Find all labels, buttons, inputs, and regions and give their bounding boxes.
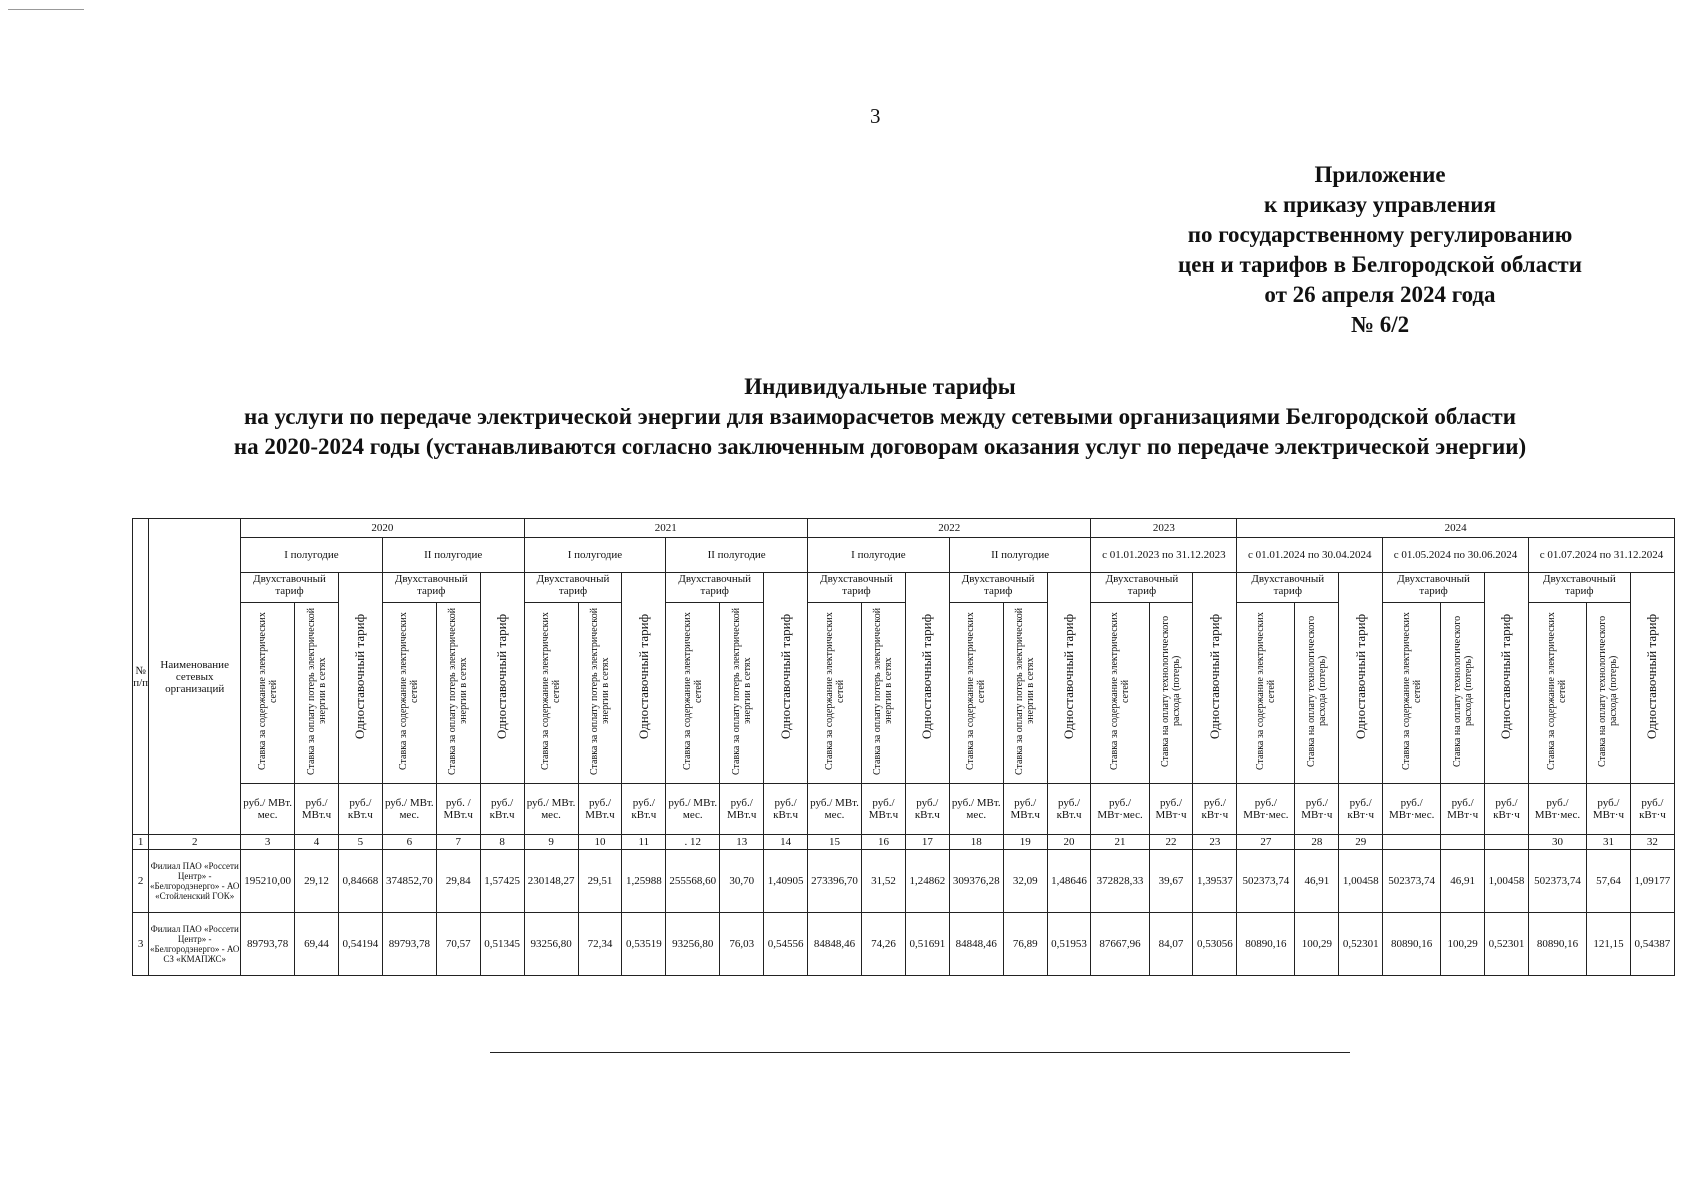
column-number: 6 xyxy=(382,835,436,850)
tariff-value: 84848,46 xyxy=(949,913,1003,976)
single-rate-tariff-header xyxy=(1193,573,1237,784)
rate-label-cell xyxy=(241,602,295,783)
title-line: Индивидуальные тарифы xyxy=(744,374,1016,399)
document-title xyxy=(120,372,1640,462)
unit-cell: руб./ кВт.ч xyxy=(764,784,808,835)
period-header: с 01.07.2024 по 31.12.2024 xyxy=(1528,538,1674,573)
tariff-value: 0,52301 xyxy=(1339,913,1383,976)
two-part-tariff-header: Двухставочный тариф xyxy=(241,573,339,603)
appendix-line: цен и тарифов в Белгородской области xyxy=(1178,252,1582,277)
column-number: 31 xyxy=(1587,835,1631,850)
appendix-line: по государственному регулированию xyxy=(1187,222,1573,247)
rate-label: Ставка за содержание электрических сетей xyxy=(965,612,988,771)
unit-cell: руб./ МВт·мес. xyxy=(1091,784,1149,835)
rate-label: Ставка за содержание электрических сетей xyxy=(256,612,279,771)
tariff-value: 93256,80 xyxy=(666,913,720,976)
tariff-value: 39,67 xyxy=(1149,850,1193,913)
tariff-value: 29,51 xyxy=(578,850,622,913)
single-rate-tariff-label: Одноставочный тариф xyxy=(494,613,510,740)
rate-label: Ставка на оплату технологического расхода (потерь) xyxy=(1160,615,1183,767)
tariff-value: 70,57 xyxy=(436,913,480,976)
column-number: 19 xyxy=(1003,835,1047,850)
tariff-value: 84848,46 xyxy=(808,913,862,976)
appendix-line: к приказу управления xyxy=(1264,192,1496,217)
rate-label: Ставка за оплату потерь электрической энергии в сетях xyxy=(305,607,328,775)
single-rate-tariff-label: Одноставочный тариф xyxy=(777,613,793,740)
column-number: 15 xyxy=(808,835,862,850)
tariff-value: 1,00458 xyxy=(1339,850,1383,913)
tariff-value: 89793,78 xyxy=(241,913,295,976)
rate-label-cell xyxy=(1528,602,1586,783)
tariff-value: 46,91 xyxy=(1295,850,1339,913)
unit-cell: руб./ МВт. мес. xyxy=(666,784,720,835)
column-number: 9 xyxy=(524,835,578,850)
page-number: 3 xyxy=(870,104,881,128)
unit-cell: руб./ МВт.ч xyxy=(720,784,764,835)
tariff-value: 372828,33 xyxy=(1091,850,1149,913)
two-part-tariff-header: Двухставочный тариф xyxy=(1528,573,1630,603)
single-rate-tariff-label: Одноставочный тариф xyxy=(1498,613,1514,740)
tariff-value: 80890,16 xyxy=(1237,913,1295,976)
rate-label-cell xyxy=(1091,602,1149,783)
unit-cell: руб./ МВт. мес. xyxy=(949,784,1003,835)
column-number: 13 xyxy=(720,835,764,850)
tariff-value: 1,00458 xyxy=(1485,850,1529,913)
unit-cell: руб./ МВт·ч xyxy=(1149,784,1193,835)
tariff-value: 1,40905 xyxy=(764,850,808,913)
year-header: 2021 xyxy=(524,519,807,538)
tariff-value: 0,84668 xyxy=(338,850,382,913)
rate-label: Ставка за содержание электрических сетей xyxy=(681,612,704,771)
column-number: 10 xyxy=(578,835,622,850)
rate-label-cell xyxy=(524,602,578,783)
period-header: с 01.01.2023 по 31.12.2023 xyxy=(1091,538,1237,573)
unit-cell: руб./ МВт. мес. xyxy=(808,784,862,835)
column-number: 8 xyxy=(480,835,524,850)
rate-label: Ставка на оплату технологического расхода (потерь) xyxy=(1305,615,1328,767)
two-part-tariff-header: Двухставочный тариф xyxy=(808,573,906,603)
unit-cell: руб./ МВт.ч xyxy=(295,784,339,835)
org-name: Филиал ПАО «Россети Центр» - «Белгородэнерго» - АО СЗ «КМАПЖС» xyxy=(149,913,241,976)
tariff-value: 100,29 xyxy=(1441,913,1485,976)
single-rate-tariff-header xyxy=(480,573,524,784)
unit-cell: руб. /МВт.ч xyxy=(436,784,480,835)
rate-label-cell xyxy=(1295,602,1339,783)
single-rate-tariff-header xyxy=(764,573,808,784)
rate-label-cell xyxy=(808,602,862,783)
column-number: 18 xyxy=(949,835,1003,850)
period-header: I полугодие xyxy=(808,538,950,573)
column-number: 30 xyxy=(1528,835,1586,850)
rate-label-cell xyxy=(1441,602,1485,783)
tariff-value: 32,09 xyxy=(1003,850,1047,913)
title-line: на 2020-2024 годы (устанавливаются согласно заключенным договорам оказания услуг по передаче электрической энергии) xyxy=(233,434,1527,459)
period-header: с 01.01.2024 по 30.04.2024 xyxy=(1237,538,1383,573)
tariff-value: 0,51953 xyxy=(1047,913,1091,976)
tariff-value: 0,53519 xyxy=(622,913,666,976)
row-number: 2 xyxy=(133,850,149,913)
tariff-value: 0,51345 xyxy=(480,913,524,976)
tariff-value: 230148,27 xyxy=(524,850,578,913)
column-number: 21 xyxy=(1091,835,1149,850)
unit-cell: руб./ кВт.ч xyxy=(480,784,524,835)
period-header: II полугодие xyxy=(666,538,808,573)
rate-label: Ставка за оплату потерь электрической энергии в сетях xyxy=(872,607,895,775)
unit-cell: руб./ кВт.ч xyxy=(338,784,382,835)
tariff-value: 69,44 xyxy=(295,913,339,976)
unit-cell: руб./ кВт·ч xyxy=(1193,784,1237,835)
rate-label: Ставка за содержание электрических сетей xyxy=(1400,612,1423,771)
unit-cell: руб./ МВт·ч xyxy=(1295,784,1339,835)
tariff-value: 31,52 xyxy=(862,850,906,913)
column-number: 5 xyxy=(338,835,382,850)
single-rate-tariff-label: Одноставочный тариф xyxy=(1352,613,1368,740)
two-part-tariff-header: Двухставочный тариф xyxy=(1383,573,1485,603)
tariff-value: 80890,16 xyxy=(1383,913,1441,976)
header-row-years xyxy=(133,519,1675,538)
single-rate-tariff-header xyxy=(1485,573,1529,784)
column-number: 16 xyxy=(862,835,906,850)
rate-label-cell xyxy=(295,602,339,783)
unit-cell: руб./ МВт·мес. xyxy=(1528,784,1586,835)
rate-label: Ставка за содержание электрических сетей xyxy=(823,612,846,771)
year-header: 2023 xyxy=(1091,519,1237,538)
rate-label-cell xyxy=(1149,602,1193,783)
single-rate-tariff-label: Одноставочный тариф xyxy=(919,613,935,740)
tariff-value: 0,54556 xyxy=(764,913,808,976)
column-number xyxy=(1441,835,1485,850)
two-part-tariff-header: Двухставочный тариф xyxy=(949,573,1047,603)
tariff-value: 57,64 xyxy=(1587,850,1631,913)
year-header: 2020 xyxy=(241,519,524,538)
rate-label-cell xyxy=(949,602,1003,783)
unit-cell: руб./ МВт·ч xyxy=(1587,784,1631,835)
column-number: 7 xyxy=(436,835,480,850)
header-row-column-numbers xyxy=(133,835,1675,850)
tariff-value: 0,54194 xyxy=(338,913,382,976)
tariff-value: 76,03 xyxy=(720,913,764,976)
period-header: II полугодие xyxy=(382,538,524,573)
rate-label: Ставка за оплату потерь электрической энергии в сетях xyxy=(447,607,470,775)
unit-cell: руб./ МВт.ч xyxy=(578,784,622,835)
appendix-line: № 6/2 xyxy=(1350,312,1410,337)
column-number: 3 xyxy=(241,835,295,850)
column-number: 14 xyxy=(764,835,808,850)
rate-label: Ставка на оплату технологического расхода (потерь) xyxy=(1451,615,1474,767)
header-org-name: Наименование сетевых организаций xyxy=(149,519,241,835)
appendix-line: от 26 апреля 2024 года xyxy=(1264,282,1496,307)
tariff-value: 76,89 xyxy=(1003,913,1047,976)
single-rate-tariff-header xyxy=(905,573,949,784)
single-rate-tariff-header xyxy=(1339,573,1383,784)
single-rate-tariff-label: Одноставочный тариф xyxy=(1061,613,1077,740)
tariff-table-wrapper xyxy=(132,518,1675,976)
unit-cell: руб./ МВт. мес. xyxy=(524,784,578,835)
tariff-value: 84,07 xyxy=(1149,913,1193,976)
rate-label-cell xyxy=(1003,602,1047,783)
rate-label: Ставка за содержание электрических сетей xyxy=(540,612,563,771)
column-number: 4 xyxy=(295,835,339,850)
two-part-tariff-header: Двухставочный тариф xyxy=(1091,573,1193,603)
period-header: II полугодие xyxy=(949,538,1091,573)
tariff-value: 1,39537 xyxy=(1193,850,1237,913)
tariff-value: 121,15 xyxy=(1587,913,1631,976)
single-rate-tariff-label: Одноставочный тариф xyxy=(352,613,368,740)
period-header: I полугодие xyxy=(524,538,666,573)
tariff-value: 255568,60 xyxy=(666,850,720,913)
tariff-value: 374852,70 xyxy=(382,850,436,913)
rate-label: Ставка за оплату потерь электрической энергии в сетях xyxy=(730,607,753,775)
row-number: 3 xyxy=(133,913,149,976)
two-part-tariff-header: Двухставочный тариф xyxy=(524,573,622,603)
appendix-line: Приложение xyxy=(1314,162,1446,187)
tariff-value: 93256,80 xyxy=(524,913,578,976)
period-header: I полугодие xyxy=(241,538,383,573)
column-number: 32 xyxy=(1630,835,1674,850)
rate-label: Ставка за содержание электрических сетей xyxy=(1254,612,1277,771)
rate-label-cell xyxy=(1587,602,1631,783)
rate-label-cell xyxy=(382,602,436,783)
unit-cell: руб./ кВт.ч xyxy=(1047,784,1091,835)
tariff-value: 89793,78 xyxy=(382,913,436,976)
year-header: 2024 xyxy=(1237,519,1675,538)
single-rate-tariff-header xyxy=(1630,573,1674,784)
single-rate-tariff-header xyxy=(338,573,382,784)
period-header: с 01.05.2024 по 30.06.2024 xyxy=(1383,538,1529,573)
org-name: Филиал ПАО «Россети Центр» - «Белгородэнерго» - АО «Стойленский ГОК» xyxy=(149,850,241,913)
unit-cell: руб./ МВт·мес. xyxy=(1383,784,1441,835)
title-line: на услуги по передаче электрической энергии для взаиморасчетов между сетевыми организациями Белгородской области xyxy=(244,404,1516,429)
year-header: 2022 xyxy=(808,519,1091,538)
single-rate-tariff-label: Одноставочный тариф xyxy=(1206,613,1222,740)
tariff-value: 29,12 xyxy=(295,850,339,913)
unit-cell: руб./ МВт.ч xyxy=(1003,784,1047,835)
column-number: 22 xyxy=(1149,835,1193,850)
unit-cell: руб./ кВт·ч xyxy=(1339,784,1383,835)
tariff-value: 195210,00 xyxy=(241,850,295,913)
tariff-value: 74,26 xyxy=(862,913,906,976)
unit-cell: руб./ кВт·ч xyxy=(1485,784,1529,835)
tariff-value: 30,70 xyxy=(720,850,764,913)
header-row-periods xyxy=(133,538,1675,573)
unit-cell: руб./ кВт·ч xyxy=(1630,784,1674,835)
unit-cell: руб./ МВт·ч xyxy=(1441,784,1485,835)
tariff-value: 1,24862 xyxy=(905,850,949,913)
tariff-value: 0,51691 xyxy=(905,913,949,976)
tariff-value: 502373,74 xyxy=(1383,850,1441,913)
tariff-value: 1,25988 xyxy=(622,850,666,913)
two-part-tariff-header: Двухставочный тариф xyxy=(666,573,764,603)
single-rate-tariff-label: Одноставочный тариф xyxy=(635,613,651,740)
rate-label-cell xyxy=(436,602,480,783)
column-number: 28 xyxy=(1295,835,1339,850)
tariff-value: 80890,16 xyxy=(1528,913,1586,976)
closing-line xyxy=(490,1052,1350,1053)
tariff-value: 273396,70 xyxy=(808,850,862,913)
appendix-block xyxy=(1140,160,1620,340)
column-number: 20 xyxy=(1047,835,1091,850)
column-number: 17 xyxy=(905,835,949,850)
header-row-units xyxy=(133,784,1675,835)
rate-label: Ставка за содержание электрических сетей xyxy=(1109,612,1132,771)
tariff-value: 1,09177 xyxy=(1630,850,1674,913)
column-number: 2 xyxy=(149,835,241,850)
column-number: 23 xyxy=(1193,835,1237,850)
column-number: 29 xyxy=(1339,835,1383,850)
rate-label-cell xyxy=(1383,602,1441,783)
top-margin-mark xyxy=(8,9,84,10)
rate-label: Ставка за содержание электрических сетей xyxy=(398,612,421,771)
single-rate-tariff-header xyxy=(1047,573,1091,784)
rate-label-cell xyxy=(666,602,720,783)
rate-label: Ставка за оплату потерь электрической энергии в сетях xyxy=(1014,607,1037,775)
tariff-value: 1,57425 xyxy=(480,850,524,913)
unit-cell: руб./ МВт·мес. xyxy=(1237,784,1295,835)
tariff-table xyxy=(132,518,1675,976)
tariff-value: 309376,28 xyxy=(949,850,1003,913)
rate-label-cell xyxy=(1237,602,1295,783)
single-rate-tariff-header xyxy=(622,573,666,784)
two-part-tariff-header: Двухставочный тариф xyxy=(382,573,480,603)
unit-cell: руб./ МВт. мес. xyxy=(382,784,436,835)
table-row xyxy=(133,850,1675,913)
header-no: № п/п xyxy=(133,519,149,835)
column-number xyxy=(1383,835,1441,850)
unit-cell: руб./ кВт.ч xyxy=(622,784,666,835)
column-number xyxy=(1485,835,1529,850)
column-number: . 12 xyxy=(666,835,720,850)
column-number: 27 xyxy=(1237,835,1295,850)
rate-label: Ставка на оплату технологического расхода (потерь) xyxy=(1597,615,1620,767)
tariff-value: 1,48646 xyxy=(1047,850,1091,913)
tariff-value: 100,29 xyxy=(1295,913,1339,976)
unit-cell: руб./ МВт.ч xyxy=(862,784,906,835)
tariff-value: 72,34 xyxy=(578,913,622,976)
column-number: 1 xyxy=(133,835,149,850)
header-row-tariff-types xyxy=(133,573,1675,603)
column-number: 11 xyxy=(622,835,666,850)
rate-label: Ставка за оплату потерь электрической энергии в сетях xyxy=(589,607,611,775)
tariff-value: 502373,74 xyxy=(1237,850,1295,913)
rate-label-cell xyxy=(862,602,906,783)
unit-cell: руб./ МВт. мес. xyxy=(241,784,295,835)
unit-cell: руб./ кВт.ч xyxy=(905,784,949,835)
tariff-value: 0,54387 xyxy=(1630,913,1674,976)
table-row xyxy=(133,913,1675,976)
rate-label-cell xyxy=(578,602,622,783)
two-part-tariff-header: Двухставочный тариф xyxy=(1237,573,1339,603)
single-rate-tariff-label: Одноставочный тариф xyxy=(1644,613,1660,740)
tariff-value: 29,84 xyxy=(436,850,480,913)
tariff-value: 87667,96 xyxy=(1091,913,1149,976)
rate-label: Ставка за содержание электрических сетей xyxy=(1546,612,1569,771)
rate-label-cell xyxy=(720,602,764,783)
tariff-value: 502373,74 xyxy=(1528,850,1586,913)
tariff-value: 0,52301 xyxy=(1485,913,1529,976)
tariff-value: 46,91 xyxy=(1441,850,1485,913)
tariff-value: 0,53056 xyxy=(1193,913,1237,976)
